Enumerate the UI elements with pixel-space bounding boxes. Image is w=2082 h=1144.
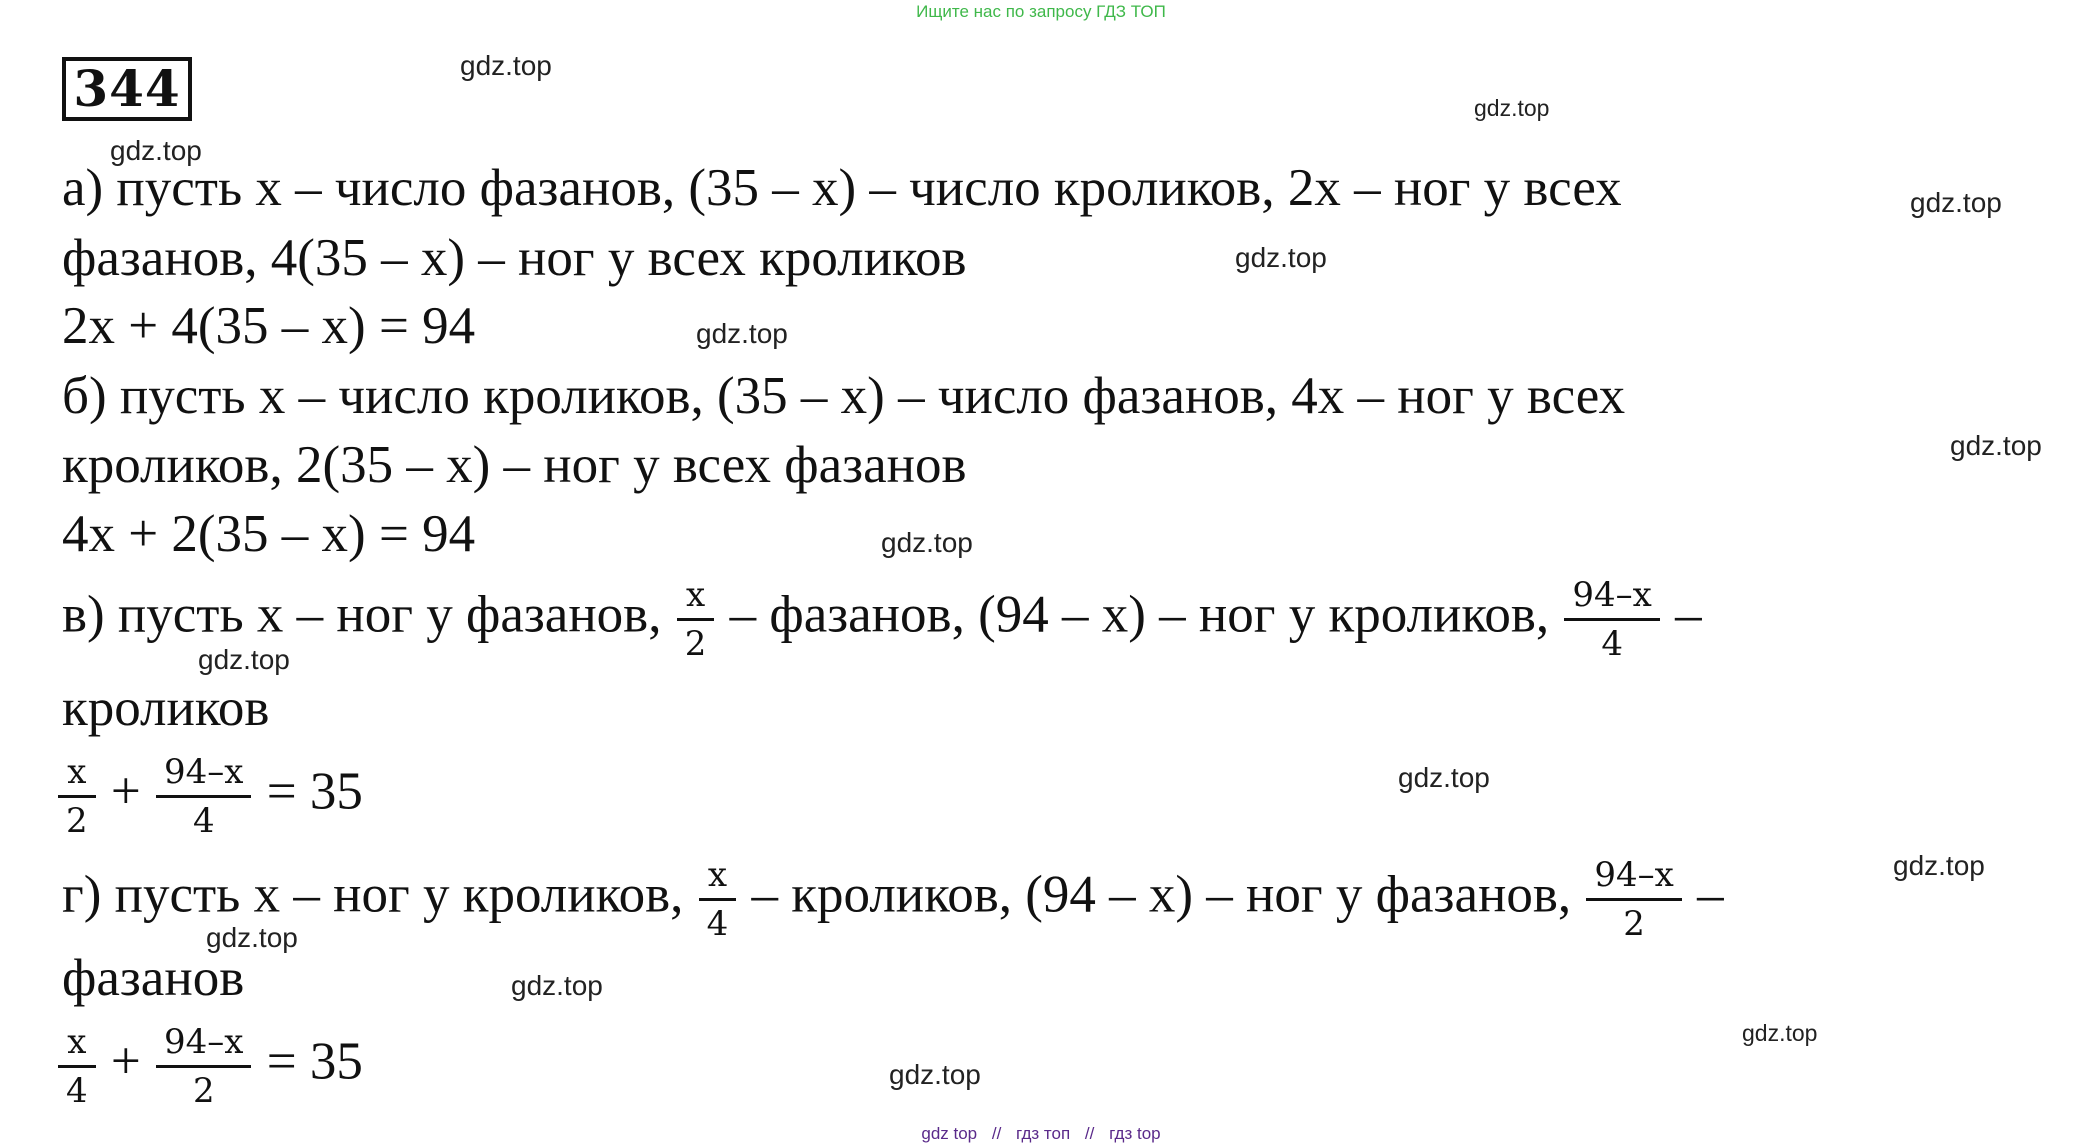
part-a-line1: а) пусть x – число фазанов, (35 – x) – число кроликов, 2x – ног у всех (62, 159, 1622, 217)
watermark: gdz.top (1474, 95, 1550, 121)
watermark: gdz.top (1398, 762, 1490, 793)
footer-links (0, 1124, 2082, 1144)
plus-sign: + (110, 1032, 141, 1091)
watermark: gdz.top (460, 50, 552, 81)
fraction-denominator: 4 (699, 898, 737, 944)
fraction-numerator: x (707, 855, 728, 895)
part-g-fraction-1 (703, 855, 733, 944)
footer-link-gdz-top[interactable]: gdz top (921, 1124, 978, 1143)
footer-separator: // (1084, 1124, 1095, 1143)
part-v-fraction-1 (681, 575, 711, 664)
part-g-line1 (62, 855, 1724, 944)
part-g-text-middle: – кроликов, (94 – x) – ног у фазанов, (751, 865, 1572, 924)
fraction-numerator: 94–x (164, 1022, 244, 1062)
part-v-equation (56, 752, 363, 841)
fraction-denominator: 4 (58, 1065, 96, 1111)
problem-number: 344 (62, 57, 192, 121)
fraction-denominator: 2 (156, 1065, 251, 1111)
part-g-text-before: г) пусть x – ног у кроликов, (62, 865, 684, 924)
watermark: gdz.top (881, 527, 973, 558)
part-a-line2: фазанов, 4(35 – x) – ног у всех кроликов (62, 229, 967, 287)
watermark: gdz.top (696, 318, 788, 349)
footer-separator: // (991, 1124, 1002, 1143)
part-v-eq-fraction-2 (160, 752, 247, 841)
part-g-eq-fraction-1 (62, 1022, 92, 1111)
part-g-line2: фазанов (62, 949, 245, 1007)
top-banner: Ищите нас по запросу ГДЗ ТОП (916, 2, 1166, 21)
part-g-eq-fraction-2 (160, 1022, 247, 1111)
part-v-line2: кроликов (62, 679, 270, 737)
watermark: gdz.top (206, 922, 298, 953)
part-g-equation (56, 1022, 363, 1111)
part-b-line2: кроликов, 2(35 – x) – ног у всех фазанов (62, 436, 967, 494)
watermark: gdz.top (110, 135, 202, 166)
fraction-numerator: 94–x (1572, 575, 1652, 615)
part-g-fraction-2 (1590, 855, 1677, 944)
fraction-denominator: 4 (156, 795, 251, 841)
fraction-numerator: x (67, 752, 87, 792)
fraction-denominator: 2 (1586, 898, 1681, 944)
part-b-equation: 4x + 2(35 – x) = 94 (62, 505, 476, 563)
fraction-numerator: 94–x (164, 752, 244, 792)
part-a-equation: 2x + 4(35 – x) = 94 (62, 297, 476, 355)
part-v-text-before: в) пусть x – ног у фазанов, (62, 585, 662, 644)
plus-sign: + (110, 762, 141, 821)
watermark: gdz.top (1893, 850, 1985, 881)
fraction-denominator: 2 (677, 618, 715, 664)
equation-rhs: = 35 (266, 762, 363, 821)
watermark: gdz.top (198, 644, 290, 675)
equation-rhs: = 35 (266, 1032, 363, 1091)
part-v-fraction-2 (1568, 575, 1655, 664)
part-b-line1: б) пусть x – число кроликов, (35 – x) – число фазанов, 4x – ног у всех (62, 367, 1626, 425)
watermark: gdz.top (1235, 242, 1327, 273)
fraction-numerator: 94–x (1594, 855, 1674, 895)
part-v-line1 (62, 575, 1702, 664)
fraction-denominator: 4 (1564, 618, 1659, 664)
watermark: gdz.top (1742, 1020, 1818, 1046)
fraction-numerator: x (67, 1022, 87, 1062)
watermark: gdz.top (1950, 430, 2042, 461)
watermark: gdz.top (1910, 187, 2002, 218)
footer-link-gdz-top-mixed[interactable]: гдз top (1109, 1124, 1161, 1143)
footer-link-gdz-top-cyrillic[interactable]: гдз топ (1016, 1124, 1071, 1143)
part-v-text-after: – (1675, 585, 1702, 644)
part-g-text-after: – (1697, 865, 1724, 924)
part-v-text-middle: – фазанов, (94 – x) – ног у кроликов, (729, 585, 1550, 644)
fraction-denominator: 2 (58, 795, 96, 841)
watermark: gdz.top (889, 1059, 981, 1090)
watermark: gdz.top (511, 970, 603, 1001)
part-v-eq-fraction-1 (62, 752, 92, 841)
fraction-numerator: x (685, 575, 706, 615)
